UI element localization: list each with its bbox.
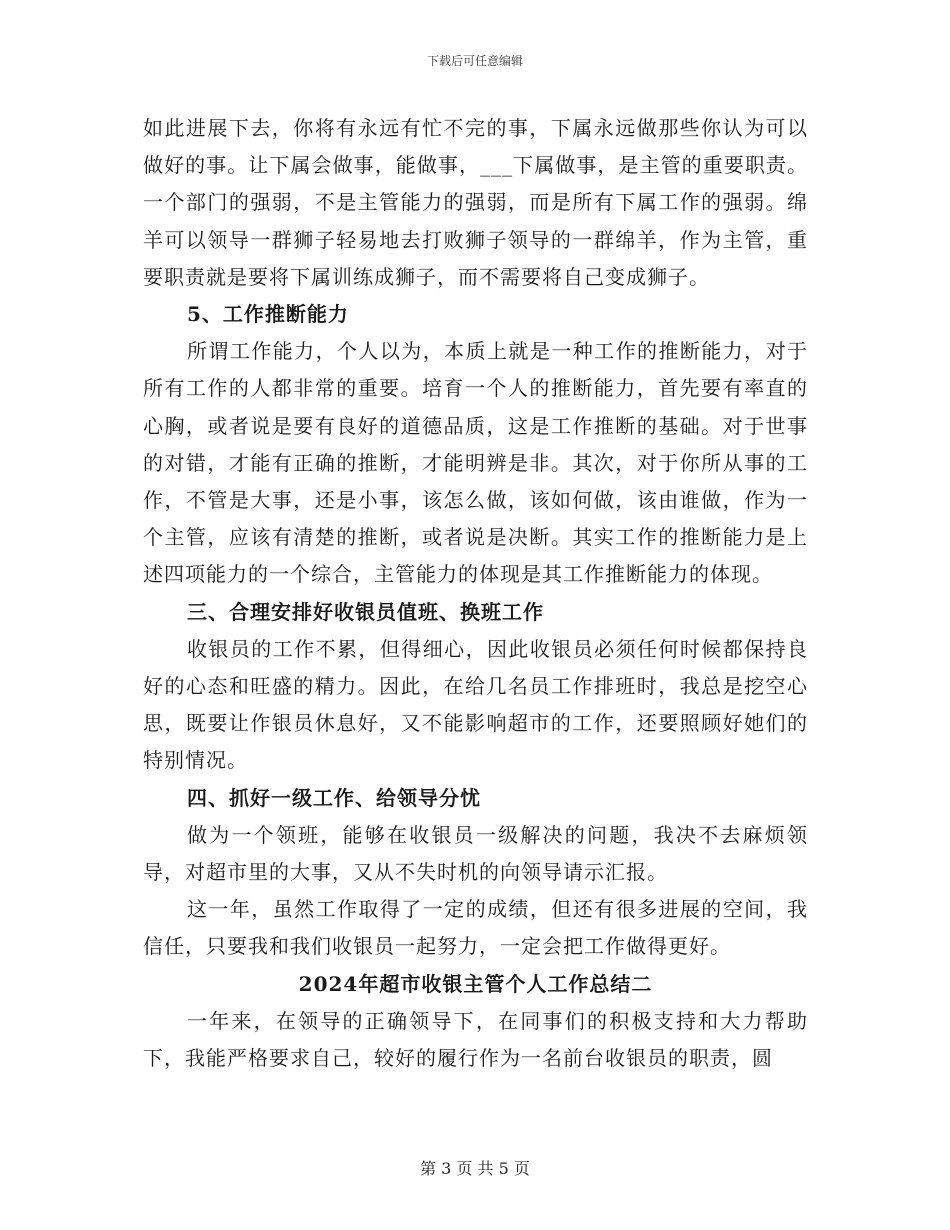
paragraph: 收银员的工作不累，但得细心，因此收银员必须任何时候都保持良好的心态和旺盛的精力。因此，在给几名员工作排班时，我总是挖空心思，既要让作银员休息好，又不能影响超市的工作，还要照顾好她们的特别情况。 [143,636,808,773]
paragraph: 做为一个领班，能够在收银员一级解决的问题，我决不去麻烦领导，对超市里的大事，又从不失时机的向领导请示汇报。 [143,822,808,885]
page-header-note: 下载后可任意编辑 [426,54,523,68]
section-heading: 四、抓好一级工作、给领导分忧 [187,785,481,810]
paragraph: 所谓工作能力，个人以为，本质上就是一种工作的推断能力，对于所有工作的人都非常的重要。培育一个人的推断能力，首先要有率直的心胸，或者说是要有良好的道德品质，这是工作推断的基础。对于世事的对错，才能有正确的推断，才能明辨是非。其次，对于你所从事的工作，不管是大事，还是小事，该怎么做，该如何做，该由谁做，作为一个主管，应该有清楚的推断，或者说是决断。其实工作的推断能力是上述四项能力的一个综合，主管能力的体现是其工作推断能力的体现。 [143,339,808,587]
page-number-footer: 第 3 页 共 5 页 [420,1159,530,1178]
section-heading: 5、工作推断能力 [187,302,349,327]
document-body [143,110,808,1077]
paragraph: 如此进展下去，你将有永远有忙不完的事，下属永远做那些你认为可以做好的事。让下属会做事，能做事，___下属做事，是主管的重要职责。一个部门的强弱，不是主管能力的强弱，而是所有下属工作的强弱。绵羊可以领导一群狮子轻易地去打败狮子领导的一群绵羊，作为主管，重要职责就是要将下属训练成狮子，而不需要将自己变成狮子。 [143,116,808,289]
paragraph: 一年来，在领导的正确领导下，在同事们的积极支持和大力帮助下，我能严格要求自己，较好的履行作为一名前台收银员的职责，圆 [143,1008,808,1071]
section-heading: 三、合理安排好收银员值班、换班工作 [187,599,544,624]
paragraph: 这一年，虽然工作取得了一定的成绩，但还有很多进展的空间，我信任，只要我和我们收银员一起努力，一定会把工作做得更好。 [143,897,808,959]
document-subtitle: 2024年超市收银主管个人工作总结二 [298,971,653,996]
